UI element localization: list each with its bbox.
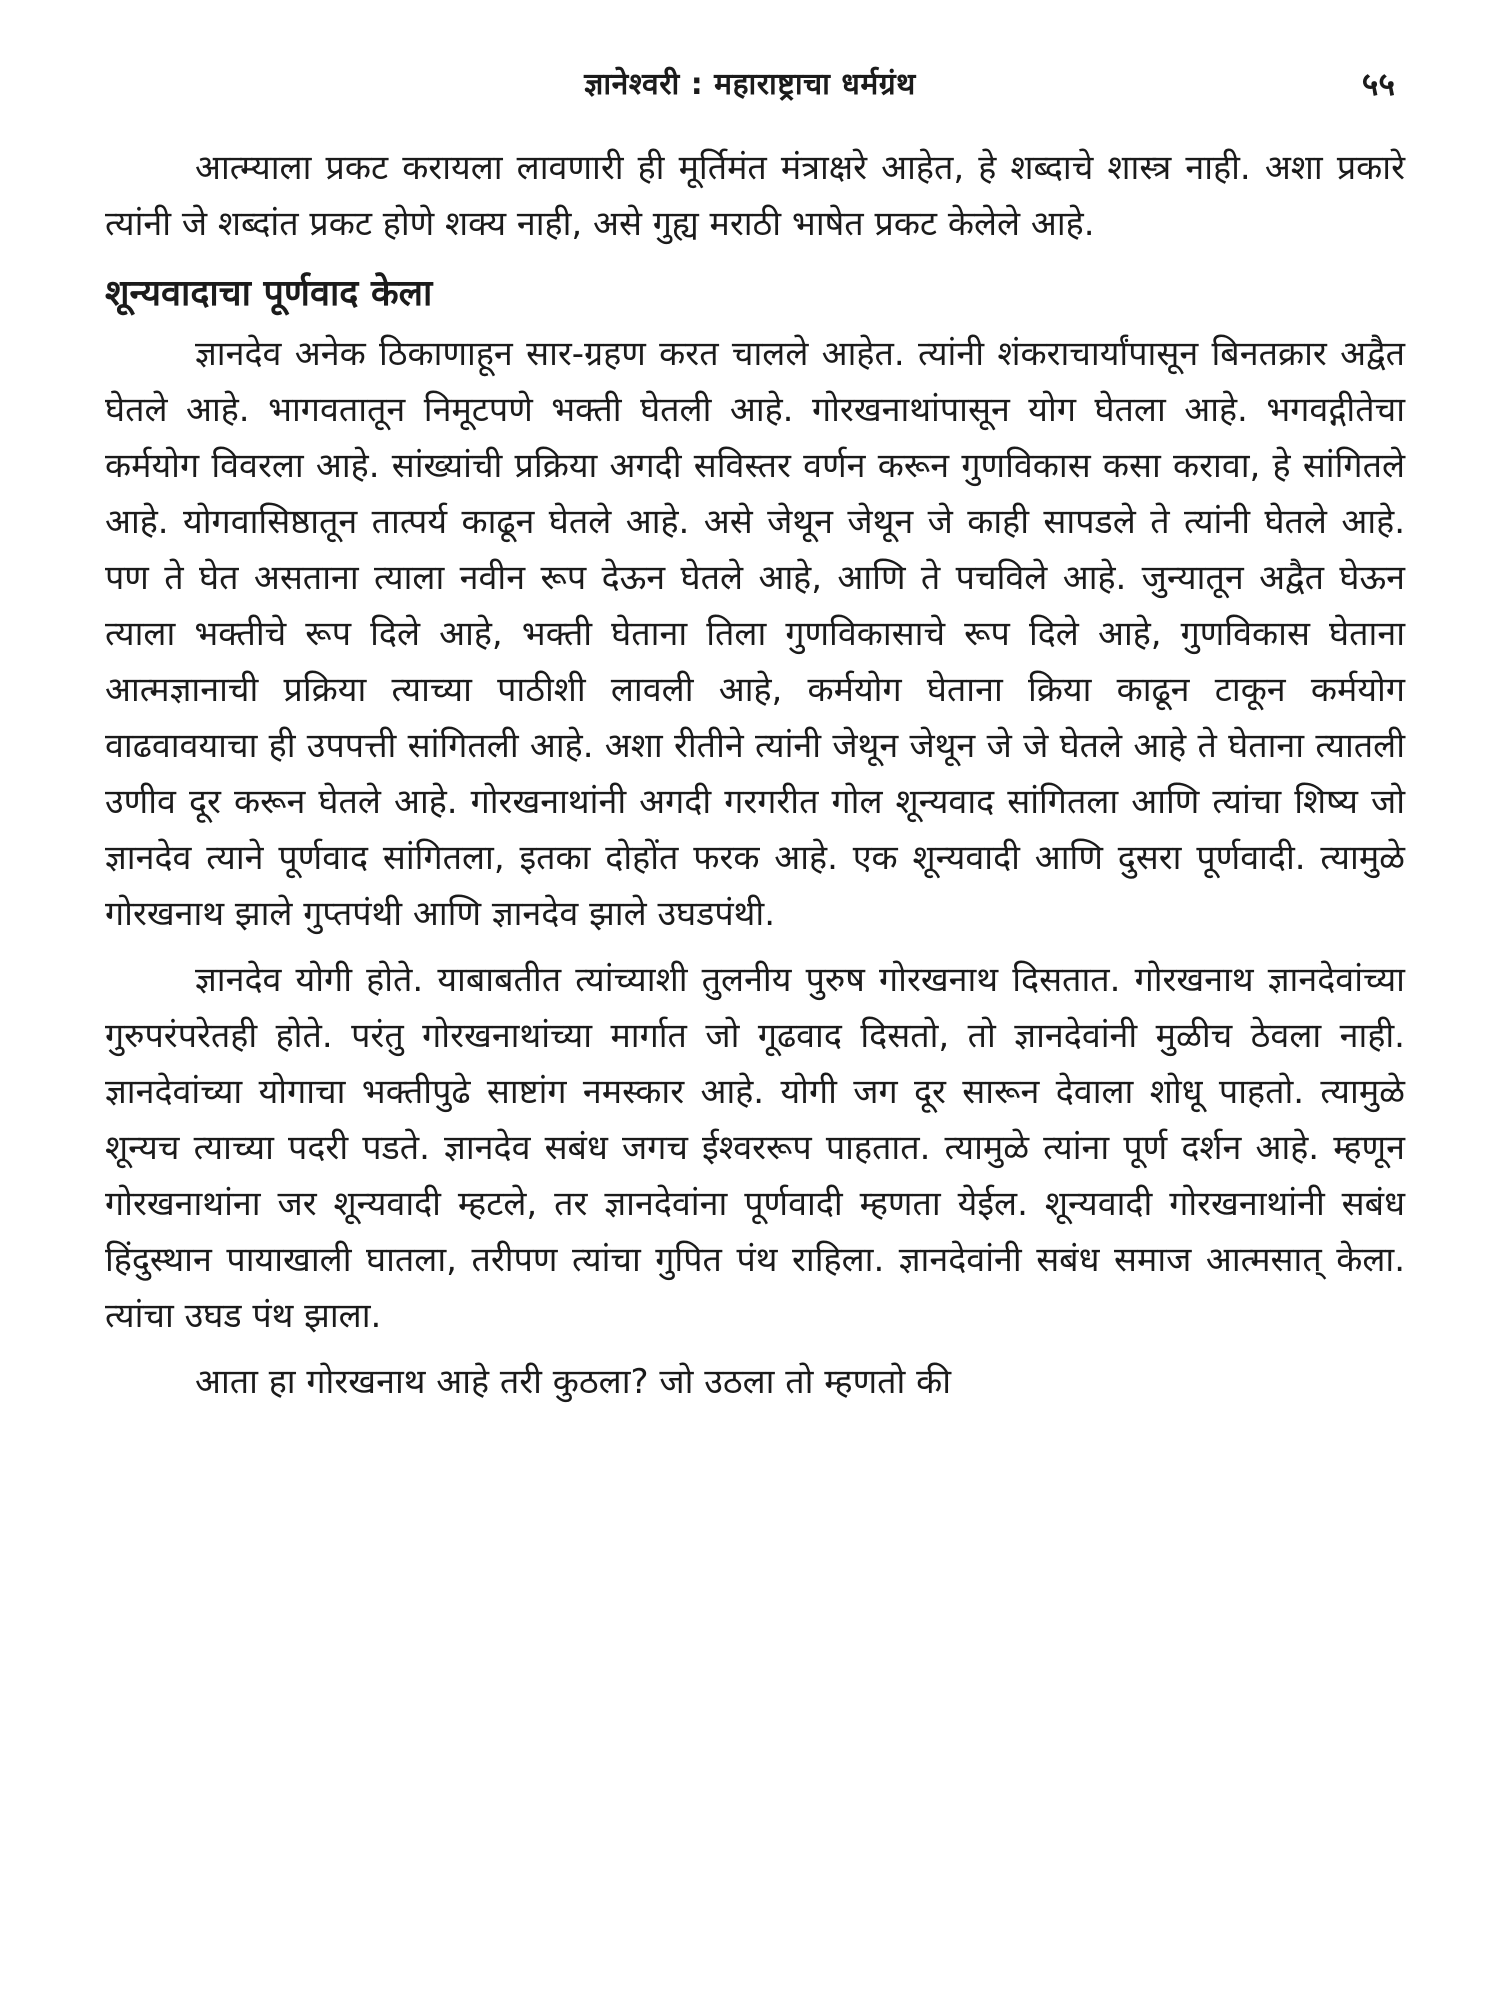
section-heading: शून्यवादाचा पूर्णवाद केला [105,273,433,314]
running-title: ज्ञानेश्वरी : महाराष्ट्राचा धर्मग्रंथ [584,67,916,102]
page-content [105,140,1405,1420]
paragraph-4: आता हा गोरखनाथ आहे तरी कुठला? जो उठला तो म्हणतो की [195,1362,952,1402]
running-header [105,62,1395,112]
paragraph-2: ज्ञानदेव अनेक ठिकाणाहून सार-ग्रहण करत चालले आहेत. त्यांनी शंकराचार्यांपासून बिनतक्रार अद्वैत घेतले आहे. भागवतातून निमूटपणे भक्ती घेतली आहे. गोरखनाथांपासून योग घेतला आहे. भगवद्गीतेचा कर्मयोग विवरला आहे. सांख्यांची प्रक्रिया अगदी सविस्तर वर्णन करून गुणविकास कसा करावा, हे सांगितले आहे. योगवासिष्ठातून तात्पर्य काढून घेतले आहे. असे जेथून जेथून जे काही सापडले ते त्यांनी घेतले आहे. पण ते घेत असताना त्याला नवीन रूप देऊन घेतले आहे, आणि ते पचविले आहे. जुन्यातून अद्वैत घेऊन त्याला भक्तीचे रूप दिले आहे, भक्ती घेताना तिला गुणविकासाचे रूप दिले आहे, गुणविकास घेताना आत्मज्ञानाची प्रक्रिया त्याच्या पाठीशी लावली आहे, कर्मयोग घेताना क्रिया काढून टाकून कर्मयोग वाढवावयाचा ही उपपत्ती सांगितली आहे. अशा रीतीने त्यांनी जेथून जेथून जे जे घेतले आहे ते घेताना त्यातली उणीव दूर करून घेतले आहे. गोरखनाथांनी अगदी गरगरीत गोल शून्यवाद सांगितला आणि त्यांचा शिष्य जो ज्ञानदेव त्याने पूर्णवाद सांगितला, इतका दोहोंत फरक आहे. एक शून्यवादी आणि दुसरा पूर्णवादी. त्यामुळे गोरखनाथ झाले गुप्तपंथी आणि ज्ञानदेव झाले उघडपंथी. [105,334,1405,934]
page-number: ५५ [1361,65,1395,103]
paragraph-1: आत्म्याला प्रकट करायला लावणारी ही मूर्तिमंत मंत्राक्षरे आहेत, हे शब्दाचे शास्त्र नाही. अशा प्रकारे त्यांनी जे शब्दांत प्रकट होणे शक्य नाही, असे गुह्य मराठी भाषेत प्रकट केलेले आहे. [105,148,1405,244]
paragraph-3: ज्ञानदेव योगी होते. याबाबतीत त्यांच्याशी तुलनीय पुरुष गोरखनाथ दिसतात. गोरखनाथ ज्ञानदेवांच्या गुरुपरंपरेतही होते. परंतु गोरखनाथांच्या मार्गात जो गूढवाद दिसतो, तो ज्ञानदेवांनी मुळीच ठेवला नाही. ज्ञानदेवांच्या योगाचा भक्तीपुढे साष्टांग नमस्कार आहे. योगी जग दूर सारून देवाला शोधू पाहतो. त्यामुळे शून्यच त्याच्या पदरी पडते. ज्ञानदेव सबंध जगच ईश्वररूप पाहतात. त्यामुळे त्यांना पूर्ण दर्शन आहे. म्हणून गोरखनाथांना जर शून्यवादी म्हटले, तर ज्ञानदेवांना पूर्णवादी म्हणता येईल. शून्यवादी गोरखनाथांनी सबंध हिंदुस्थान पायाखाली घातला, तरीपण त्यांचा गुपित पंथ राहिला. ज्ञानदेवांनी सबंध समाज आत्मसात् केला. त्यांचा उघड पंथ झाला. [105,960,1405,1336]
